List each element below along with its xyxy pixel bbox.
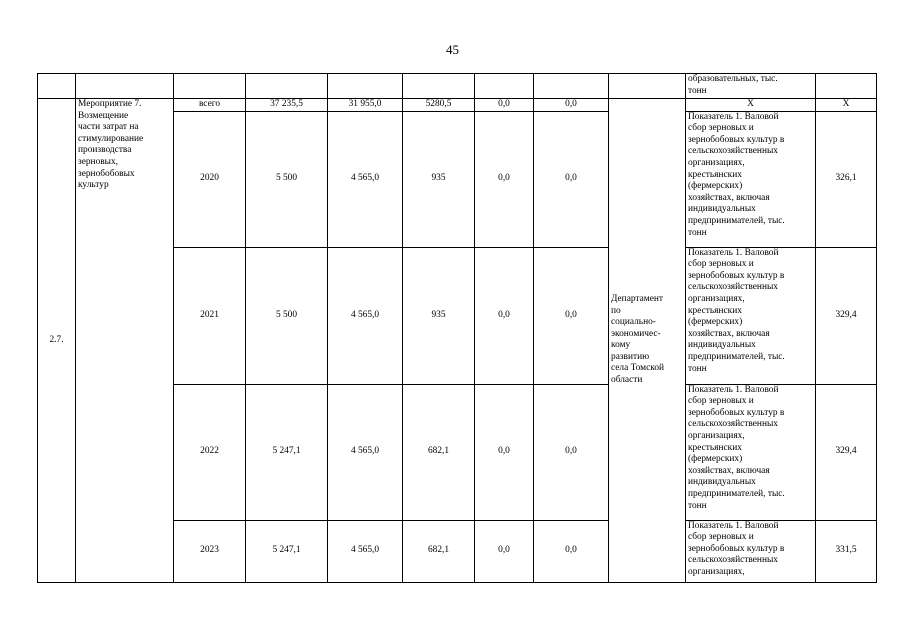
federal-cell: 682,1	[403, 384, 475, 520]
total-cell: 5 247,1	[246, 520, 328, 582]
indicator-text: Показатель 1. Валовой сбор зерновых и зернобобовых культур в сельскохозяйственных организациях, крестьянских (фермерских) хозяйствах, включая индивидуальных предпринимателей, тыс. тонн	[688, 247, 785, 374]
indicator-cell	[686, 384, 816, 520]
indicator-text: образовательных, тыс. тонн	[688, 74, 778, 96]
empty-cell	[609, 74, 686, 99]
other-cell: 0,0	[534, 99, 609, 112]
year-cell: всего	[174, 99, 246, 112]
indicator-cell	[686, 247, 816, 384]
continued-row	[38, 74, 877, 99]
indicator-text: Показатель 1. Валовой сбор зерновых и зернобобовых культур в сельскохозяйственных организациях, крестьянских (фермерских) хозяйствах, включая индивидуальных предпринимателей, тыс. тонн	[688, 111, 785, 238]
row-number: 2.7.	[38, 99, 76, 583]
federal-cell: 682,1	[403, 520, 475, 582]
local-cell: 0,0	[475, 520, 534, 582]
value-cell: 329,4	[816, 384, 877, 520]
indicator-cell: Х	[686, 99, 816, 112]
department-name: Департамент по социально- экономичес- кому развитию села Томской области	[611, 293, 665, 386]
other-cell: 0,0	[534, 520, 609, 582]
measure-cell	[76, 99, 174, 583]
value-cell: 326,1	[816, 111, 877, 247]
value-cell: Х	[816, 99, 877, 112]
total-cell: 37 235,5	[246, 99, 328, 112]
value-cell: 329,4	[816, 247, 877, 384]
indicator-cell	[686, 111, 816, 247]
indicator-text: Показатель 1. Валовой сбор зерновых и зернобобовых культур в сельскохозяйственных организациях,	[688, 520, 785, 577]
empty-cell	[816, 74, 877, 99]
regional-cell: 4 565,0	[328, 384, 403, 520]
regional-cell: 4 565,0	[328, 111, 403, 247]
empty-cell	[403, 74, 475, 99]
other-cell: 0,0	[534, 384, 609, 520]
page-number: 45	[446, 42, 459, 57]
local-cell: 0,0	[475, 99, 534, 112]
year-cell: 2020	[174, 111, 246, 247]
measure-name: Мероприятие 7. Возмещение части затрат на стимулирование производства зерновых, зернобобовых культур	[78, 99, 144, 191]
empty-cell	[76, 74, 174, 99]
total-row	[38, 99, 877, 112]
empty-cell	[475, 74, 534, 99]
total-cell: 5 247,1	[246, 384, 328, 520]
local-cell: 0,0	[475, 247, 534, 384]
indicator-cell	[686, 74, 816, 99]
program-table	[37, 73, 877, 583]
empty-cell	[246, 74, 328, 99]
local-cell: 0,0	[475, 384, 534, 520]
year-cell: 2022	[174, 384, 246, 520]
department-cell	[609, 99, 686, 583]
federal-cell: 935	[403, 111, 475, 247]
federal-cell: 5280,5	[403, 99, 475, 112]
local-cell: 0,0	[475, 111, 534, 247]
indicator-cell	[686, 520, 816, 582]
year-cell: 2021	[174, 247, 246, 384]
other-cell: 0,0	[534, 247, 609, 384]
empty-cell	[38, 74, 76, 99]
federal-cell: 935	[403, 247, 475, 384]
regional-cell: 31 955,0	[328, 99, 403, 112]
year-cell: 2023	[174, 520, 246, 582]
value-cell: 331,5	[816, 520, 877, 582]
regional-cell: 4 565,0	[328, 247, 403, 384]
other-cell: 0,0	[534, 111, 609, 247]
empty-cell	[534, 74, 609, 99]
total-cell: 5 500	[246, 111, 328, 247]
regional-cell: 4 565,0	[328, 520, 403, 582]
indicator-text: Показатель 1. Валовой сбор зерновых и зернобобовых культур в сельскохозяйственных организациях, крестьянских (фермерских) хозяйствах, включая индивидуальных предпринимателей, тыс. тонн	[688, 384, 785, 511]
empty-cell	[328, 74, 403, 99]
total-cell: 5 500	[246, 247, 328, 384]
empty-cell	[174, 74, 246, 99]
